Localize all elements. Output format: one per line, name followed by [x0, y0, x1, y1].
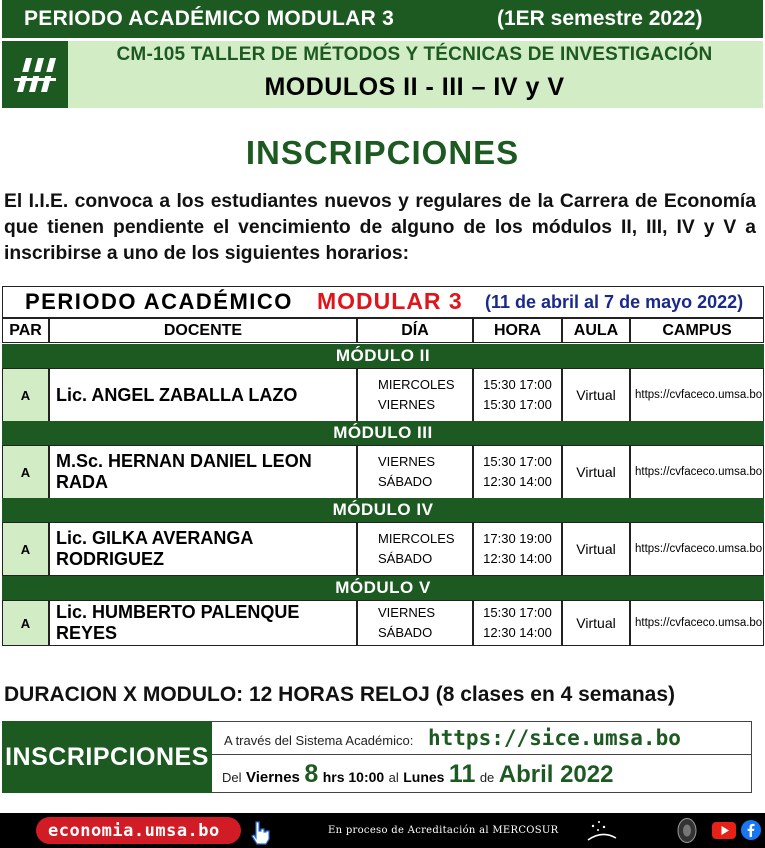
- course-code-title: CM-105 TALLER DE MÉTODOS Y TÉCNICAS DE INVESTIGACIÓN: [116, 44, 713, 65]
- dia-cell: [357, 445, 473, 499]
- end-day: Lunes: [403, 769, 445, 785]
- end-date-number: 11: [448, 760, 476, 788]
- par-cell: A: [2, 368, 49, 422]
- month-year: Abril 2022: [498, 761, 614, 788]
- de-text: de: [479, 770, 495, 785]
- del-text: Del: [222, 770, 242, 785]
- start-date-number: 8: [304, 760, 319, 788]
- start-time: hrs 10:00: [322, 769, 385, 785]
- duration-note: DURACION X MODULO: 12 HORAS RELOJ (8 clases en 4 semanas): [4, 683, 676, 706]
- course-header: [2, 41, 763, 108]
- dia-line: VIERNES: [378, 397, 436, 412]
- period-row: [2, 286, 764, 318]
- period-dates: (11 de abril al 7 de mayo 2022): [485, 292, 744, 312]
- sice-link[interactable]: https://sice.umsa.bo: [428, 726, 681, 750]
- inscription-dates: [222, 760, 613, 789]
- hora-cell: [473, 522, 562, 576]
- dia-line: SÁBADO: [378, 551, 433, 566]
- dia-cell: [357, 600, 473, 646]
- institute-logo: [2, 41, 68, 108]
- docente-cell: Lic. ANGEL ZABALLA LAZO: [49, 368, 357, 422]
- hora-line: 12:30 14:00: [483, 625, 552, 640]
- start-day: Viernes: [245, 769, 300, 786]
- inscription-label: INSCRIPCIONES: [2, 721, 212, 793]
- banner-semester: (1ER semestre 2022): [497, 7, 703, 30]
- period-modular: MODULAR 3: [317, 288, 463, 314]
- dia-line: MIERCOLES: [378, 377, 455, 392]
- site-link[interactable]: [36, 817, 241, 844]
- hora-line: 15:30 17:00: [483, 605, 552, 620]
- aula-cell: Virtual: [562, 522, 630, 576]
- dia-line: MIERCOLES: [378, 531, 455, 546]
- mercosur-logo-icon: [585, 816, 619, 844]
- inscription-box: [2, 721, 752, 793]
- site-text: economia.umsa.bo: [48, 820, 220, 841]
- campus-link[interactable]: https://cvfaceco.umsa.bo: [630, 445, 764, 499]
- dia-line: VIERNES: [378, 605, 436, 620]
- par-cell: A: [2, 600, 49, 646]
- via-text: A través del Sistema Académico:: [224, 733, 414, 748]
- table-row: [2, 368, 764, 422]
- dia-line: SÁBADO: [378, 625, 433, 640]
- campus-link[interactable]: https://cvfaceco.umsa.bo: [630, 368, 764, 422]
- university-crest-icon: [676, 817, 698, 844]
- youtube-icon[interactable]: [712, 822, 736, 839]
- hora-cell: [473, 368, 562, 422]
- campus-link[interactable]: https://cvfaceco.umsa.bo: [630, 600, 764, 646]
- course-modules: MODULOS II - III – IV y V: [264, 73, 565, 101]
- top-banner: [2, 0, 763, 38]
- aula-cell: Virtual: [562, 445, 630, 499]
- period-label: PERIODO ACADÉMICO: [25, 289, 293, 314]
- header-aula: AULA: [562, 318, 630, 343]
- hora-line: 12:30 14:00: [483, 474, 552, 489]
- docente-cell: Lic. GILKA AVERANGA RODRIGUEZ: [49, 522, 357, 576]
- header-hora: HORA: [473, 318, 562, 343]
- hora-line: 15:30 17:00: [483, 454, 552, 469]
- header-docente: DOCENTE: [49, 318, 357, 343]
- page-title: INSCRIPCIONES: [245, 134, 520, 171]
- dia-line: SÁBADO: [378, 474, 433, 489]
- pointer-hand-icon: [247, 819, 273, 845]
- module-band: MÓDULO V: [2, 576, 764, 600]
- aula-cell: Virtual: [562, 368, 630, 422]
- hora-line: 15:30 17:00: [483, 397, 552, 412]
- table-row: [2, 445, 764, 499]
- schedule-table: [2, 286, 764, 646]
- dia-cell: [357, 368, 473, 422]
- intro-paragraph: El I.I.E. convoca a los estudiantes nuevos y regulares de la Carrera de Economía que tienen pendiente el vencimiento de alguno de los módulos II, III, IV y V a inscribirse a uno de los siguientes horarios:: [4, 191, 756, 264]
- hora-line: 17:30 19:00: [483, 531, 552, 546]
- module-band: MÓDULO II: [2, 344, 764, 368]
- table-row: [2, 600, 764, 646]
- dia-cell: [357, 522, 473, 576]
- inscription-dates-row: [212, 755, 752, 793]
- module-band: MÓDULO III: [2, 421, 764, 445]
- dia-line: VIERNES: [378, 454, 436, 469]
- hora-cell: [473, 445, 562, 499]
- hora-line: 12:30 14:00: [483, 551, 552, 566]
- table-row: [2, 522, 764, 576]
- docente-cell: Lic. HUMBERTO PALENQUE REYES: [49, 600, 357, 646]
- banner-period: PERIODO ACADÉMICO MODULAR 3: [24, 7, 395, 30]
- facebook-icon[interactable]: [741, 820, 761, 840]
- aula-cell: Virtual: [562, 600, 630, 646]
- campus-link[interactable]: https://cvfaceco.umsa.bo: [630, 522, 764, 576]
- accreditation-text: En proceso de Acreditación al MERCOSUR: [328, 825, 559, 836]
- module-band: MÓDULO IV: [2, 498, 764, 522]
- docente-cell: M.Sc. HERNAN DANIEL LEON RADA: [49, 445, 357, 499]
- par-cell: A: [2, 445, 49, 499]
- hora-cell: [473, 600, 562, 646]
- header-par: PAR: [2, 318, 49, 343]
- header-campus: CAMPUS: [630, 318, 764, 343]
- par-cell: A: [2, 522, 49, 576]
- institute-logo-icon: [12, 55, 58, 95]
- footer-bar: [0, 813, 765, 848]
- al-text: al: [388, 770, 399, 785]
- inscription-system-row: [212, 721, 752, 755]
- header-dia: DÍA: [357, 318, 473, 343]
- hora-line: 15:30 17:00: [483, 377, 552, 392]
